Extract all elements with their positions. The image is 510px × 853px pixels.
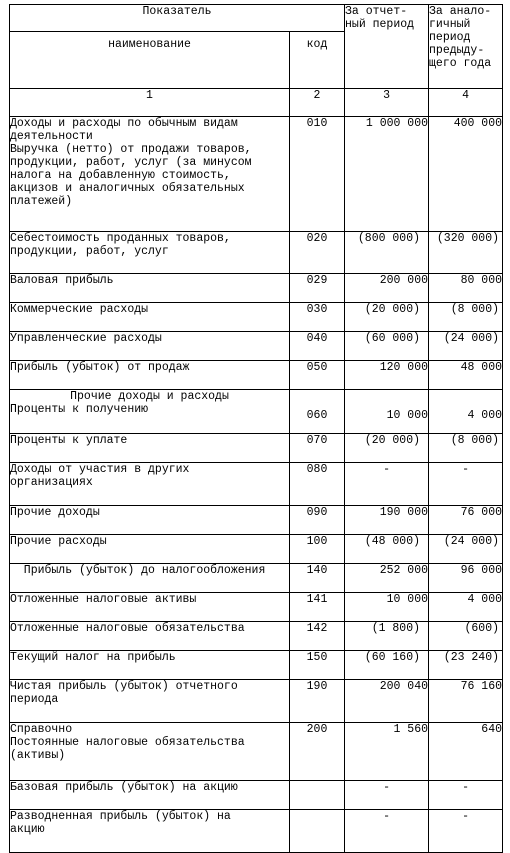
indicator-name-cell <box>10 535 290 564</box>
line-code-cell <box>290 781 345 810</box>
indicator-name-line: организациях <box>10 476 93 489</box>
previous-period-value: 76 000 <box>429 506 503 535</box>
indicator-name-cell <box>10 361 290 390</box>
previous-period-value: 4 000 <box>429 390 503 434</box>
previous-period-value: (600) <box>429 622 503 651</box>
column-number-row <box>10 89 503 117</box>
current-period-value: - <box>345 810 429 853</box>
line-code-cell: 080 <box>290 463 345 506</box>
indicator-name-cell <box>10 390 290 434</box>
current-period-value: (20 000) <box>345 303 429 332</box>
indicator-name-cell <box>10 593 290 622</box>
previous-period-header <box>429 5 503 89</box>
line-code-cell: 020 <box>290 232 345 274</box>
previous-period-header-line: гичный <box>429 18 471 31</box>
indicator-name-line: Справочно <box>10 723 73 736</box>
indicator-name-line: налога на добавленную стоимость, <box>10 169 231 182</box>
name-header-label: наименование <box>108 38 191 51</box>
income-statement-table <box>9 4 503 853</box>
previous-period-value: 48 000 <box>429 361 503 390</box>
table-row <box>10 680 503 723</box>
line-code-cell: 200 <box>290 723 345 781</box>
current-period-value: (1 800) <box>345 622 429 651</box>
previous-period-value: (24 000) <box>429 332 503 361</box>
current-period-header <box>345 5 429 89</box>
table-row <box>10 390 503 434</box>
previous-period-value: (8 000) <box>429 303 503 332</box>
previous-period-value: (320 000) <box>429 232 503 274</box>
current-period-value: 10 000 <box>345 390 429 434</box>
table-row <box>10 651 503 680</box>
previous-period-value: 400 000 <box>429 117 503 232</box>
indicator-name-line: Разводненная прибыль (убыток) на <box>10 810 231 823</box>
indicator-name-cell <box>10 332 290 361</box>
indicator-name-line: Коммерческие расходы <box>10 303 149 316</box>
current-period-value: 200 000 <box>345 274 429 303</box>
line-code-cell: 070 <box>290 434 345 463</box>
indicator-name-line: периода <box>10 693 59 706</box>
indicator-name-cell <box>10 506 290 535</box>
table-row <box>10 117 503 232</box>
previous-period-value: - <box>429 810 503 853</box>
table-row <box>10 303 503 332</box>
previous-period-value: 4 000 <box>429 593 503 622</box>
previous-period-value: (8 000) <box>429 434 503 463</box>
line-code-cell: 150 <box>290 651 345 680</box>
current-period-value: 200 040 <box>345 680 429 723</box>
current-period-value: 120 000 <box>345 361 429 390</box>
indicator-name-cell <box>10 622 290 651</box>
indicator-name-line: Доходы и расходы по обычным видам <box>10 117 238 130</box>
indicator-name-cell <box>10 117 290 232</box>
line-code-cell <box>290 810 345 853</box>
indicator-header-label: Показатель <box>142 5 212 18</box>
indicator-name-line: Доходы от участия в других <box>10 463 190 476</box>
line-code-cell: 140 <box>290 564 345 593</box>
previous-period-value: 80 000 <box>429 274 503 303</box>
table-row <box>10 434 503 463</box>
indicator-name-line: Прочие доходы <box>10 506 100 519</box>
previous-period-value: 76 160 <box>429 680 503 723</box>
line-code-cell: 060 <box>290 390 345 434</box>
table-row <box>10 463 503 506</box>
current-period-header-line: За отчет- <box>345 5 408 18</box>
indicator-name-line: Проценты к получению <box>10 403 149 416</box>
indicator-header <box>10 5 345 32</box>
table-row <box>10 332 503 361</box>
table-row <box>10 506 503 535</box>
indicator-name-line: платежей) <box>10 195 73 208</box>
line-code-cell: 141 <box>290 593 345 622</box>
indicator-name-line: (активы) <box>10 749 66 762</box>
indicator-name-cell <box>10 274 290 303</box>
column-number: 3 <box>345 89 429 117</box>
column-number: 2 <box>290 89 345 117</box>
line-code-cell: 010 <box>290 117 345 232</box>
indicator-name-line: акцию <box>10 823 45 836</box>
table-row <box>10 723 503 781</box>
indicator-name-cell <box>10 723 290 781</box>
indicator-name-cell <box>10 651 290 680</box>
current-period-value: 10 000 <box>345 593 429 622</box>
indicator-name-line: акцизов и аналогичных обязательных <box>10 182 245 195</box>
previous-period-value: - <box>429 463 503 506</box>
indicator-name-line: деятельности <box>10 130 93 143</box>
indicator-name-cell <box>10 810 290 853</box>
column-number: 4 <box>429 89 503 117</box>
previous-period-value: - <box>429 781 503 810</box>
indicator-name-line: Отложенные налоговые обязательства <box>10 622 245 635</box>
previous-period-value: (24 000) <box>429 535 503 564</box>
indicator-name-cell <box>10 680 290 723</box>
previous-period-value: 640 <box>429 723 503 781</box>
table-row <box>10 810 503 853</box>
line-code-cell: 190 <box>290 680 345 723</box>
previous-period-header-line: период <box>429 31 471 44</box>
indicator-name-cell <box>10 463 290 506</box>
previous-period-header-line: щего года <box>429 57 492 70</box>
indicator-name-line: Базовая прибыль (убыток) на акцию <box>10 781 238 794</box>
code-header-label: код <box>306 38 328 51</box>
header-row-indicator <box>10 5 503 32</box>
indicator-name-cell <box>10 781 290 810</box>
indicator-name-line: Прочие расходы <box>10 535 107 548</box>
previous-period-header-line: За анало- <box>429 5 492 18</box>
table-row <box>10 361 503 390</box>
current-period-value: (60 160) <box>345 651 429 680</box>
line-code-cell: 090 <box>290 506 345 535</box>
current-period-value: - <box>345 463 429 506</box>
name-header <box>10 32 290 89</box>
indicator-name-cell <box>10 434 290 463</box>
table-row <box>10 274 503 303</box>
current-period-header-line: ный период <box>345 18 415 31</box>
table-row <box>10 593 503 622</box>
previous-period-header-line: предыду- <box>429 44 485 57</box>
indicator-name-line: Прибыль (убыток) до налогообложения <box>10 564 266 577</box>
line-code-cell: 100 <box>290 535 345 564</box>
indicator-name-line: Постоянные налоговые обязательства <box>10 736 245 749</box>
current-period-value: (800 000) <box>345 232 429 274</box>
table-row <box>10 781 503 810</box>
table-row <box>10 622 503 651</box>
indicator-name-line: Выручка (нетто) от продажи товаров, <box>10 143 252 156</box>
line-code-cell: 029 <box>290 274 345 303</box>
indicator-name-line: Управленческие расходы <box>10 332 162 345</box>
indicator-name-line: продукции, работ, услуг (за минусом <box>10 156 252 169</box>
indicator-name-line: Валовая прибыль <box>10 274 114 287</box>
indicator-name-line: Отложенные налоговые активы <box>10 593 197 606</box>
indicator-name-line: Себестоимость проданных товаров, <box>10 232 231 245</box>
previous-period-value: (23 240) <box>429 651 503 680</box>
current-period-value: (20 000) <box>345 434 429 463</box>
column-number: 1 <box>10 89 290 117</box>
indicator-name-line: Проценты к уплате <box>10 434 128 447</box>
indicator-name-cell <box>10 232 290 274</box>
current-period-value: 1 000 000 <box>345 117 429 232</box>
indicator-name-line: Прибыль (убыток) от продаж <box>10 361 190 374</box>
line-code-cell: 142 <box>290 622 345 651</box>
indicator-name-cell <box>10 303 290 332</box>
previous-period-value: 96 000 <box>429 564 503 593</box>
table-row <box>10 564 503 593</box>
section-heading: Прочие доходы и расходы <box>70 390 229 403</box>
line-code-cell: 030 <box>290 303 345 332</box>
current-period-value: 1 560 <box>345 723 429 781</box>
code-header <box>290 32 345 89</box>
current-period-value: - <box>345 781 429 810</box>
table-row <box>10 232 503 274</box>
line-code-cell: 040 <box>290 332 345 361</box>
current-period-value: (48 000) <box>345 535 429 564</box>
indicator-name-line: Чистая прибыль (убыток) отчетного <box>10 680 238 693</box>
indicator-name-line: продукции, работ, услуг <box>10 245 169 258</box>
indicator-name-line: Текущий налог на прибыль <box>10 651 176 664</box>
indicator-name-cell <box>10 564 290 593</box>
current-period-value: (60 000) <box>345 332 429 361</box>
current-period-value: 252 000 <box>345 564 429 593</box>
line-code-cell: 050 <box>290 361 345 390</box>
table-row <box>10 535 503 564</box>
current-period-value: 190 000 <box>345 506 429 535</box>
